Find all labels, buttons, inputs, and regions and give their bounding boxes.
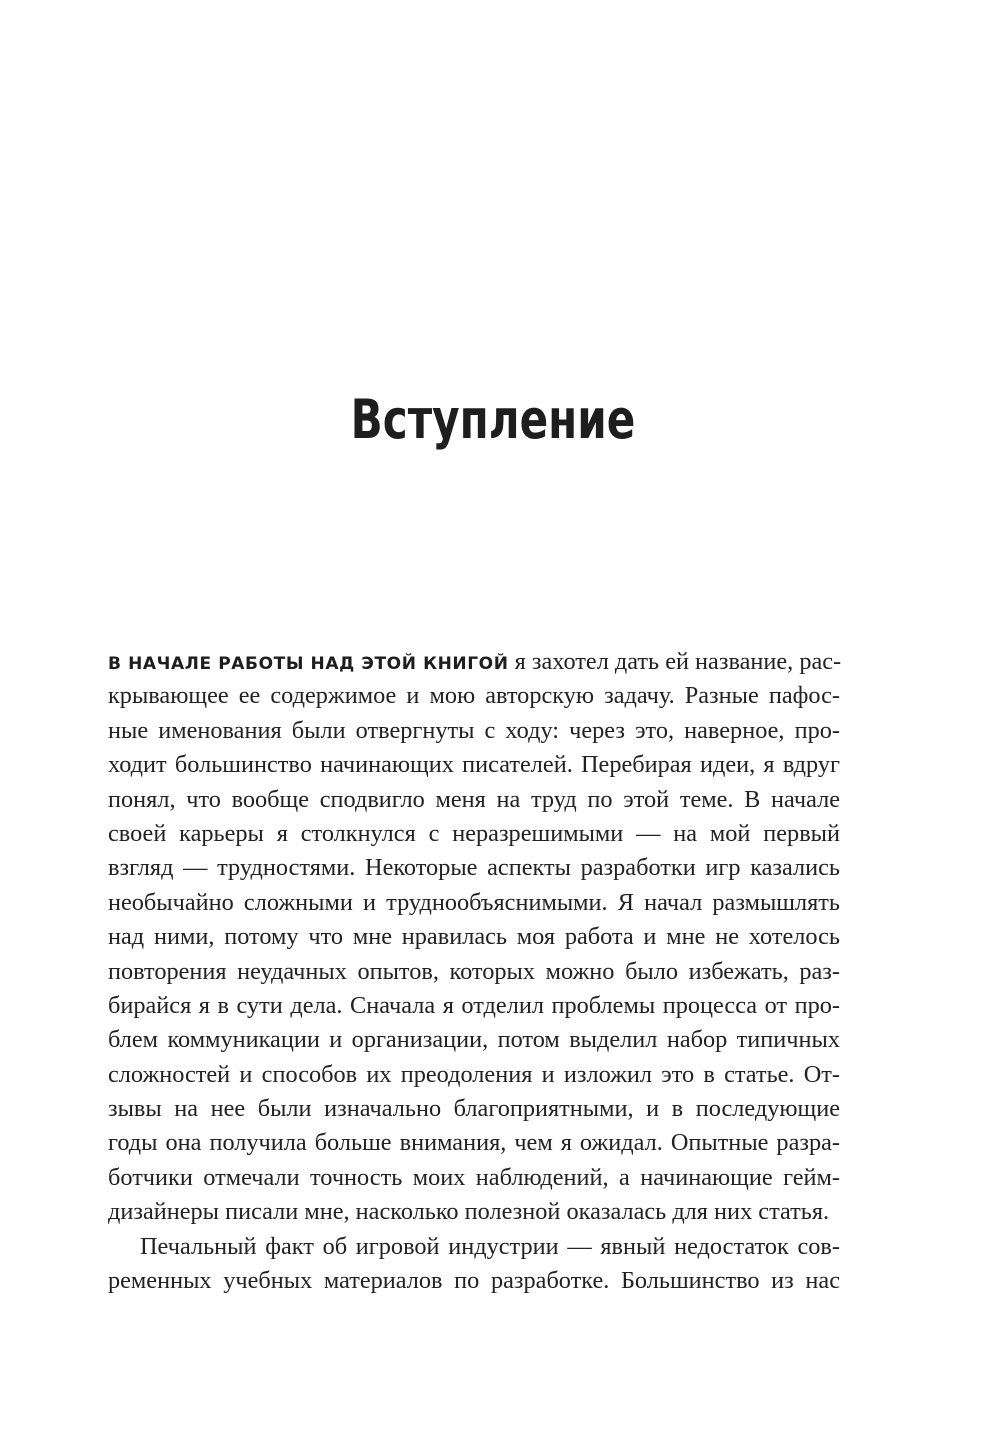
paragraph-1-line: зывы на нее были изначально благоприятными, и в последующие [108,1095,840,1123]
paragraph-1-line: бирайся я в сути дела. Сначала я отделил проблемы процесса от про- [108,991,840,1019]
lead-in-caps: В НАЧАЛЕ РАБОТЫ НАД ЭТОЙ КНИГОЙ [108,654,509,674]
paragraph-1-line: годы она получила больше внимания, чем я ожидал. Опытные разра- [108,1129,840,1157]
paragraph-1-line: понял, что вообще сподвигло меня на труд по этой теме. В начале [108,785,840,813]
paragraph-1-line: ботчики отмечали точность моих наблюдений, а начинающие гейм- [108,1163,840,1191]
paragraph-1-line: ные именования были отвергнуты с ходу: через это, наверное, про- [108,716,840,744]
paragraph-1-line: необычайно сложными и труднообъяснимыми. Я начал размышлять [108,888,840,916]
paragraph-1-line: над ними, потому что мне нравилась моя работа и мне не хотелось [108,923,840,951]
paragraph-2-line-1: Печальный факт об игровой индустрии — явный недостаток сов- [140,1232,840,1260]
paragraph-1-line: крывающее ее содержимое и мою авторскую задачу. Разные пафос- [108,682,840,710]
paragraph-1-line-1 [108,645,840,679]
paragraph-1-line: повторения неудачных опытов, которых можно было избежать, раз- [108,957,840,985]
body-text [108,645,840,1298]
paragraph-1-line: взгляд — трудностями. Некоторые аспекты разработки игр казались [108,854,840,882]
paragraph-2-line: ременных учебных материалов по разработке. Большинство из нас [108,1267,840,1295]
paragraph-1-line-1-text: я захотел дать ей название, рас- [508,648,842,675]
paragraph-1-line: своей карьеры я столкнулся с неразрешимыми — на мой первый [108,819,840,847]
paragraph-1-line: блем коммуникации и организации, потом выделил набор типичных [108,1026,840,1054]
paragraph-1-line: сложностей и способов их преодоления и изложил это в статье. От- [108,1060,840,1088]
paragraph-1-line-last: дизайнеры писали мне, насколько полезной оказалась для них статья. [108,1198,830,1226]
paragraph-1-line: ходит большинство начинающих писателей. Перебирая идеи, я вдруг [108,751,840,779]
chapter-title: Вступление [350,388,636,451]
